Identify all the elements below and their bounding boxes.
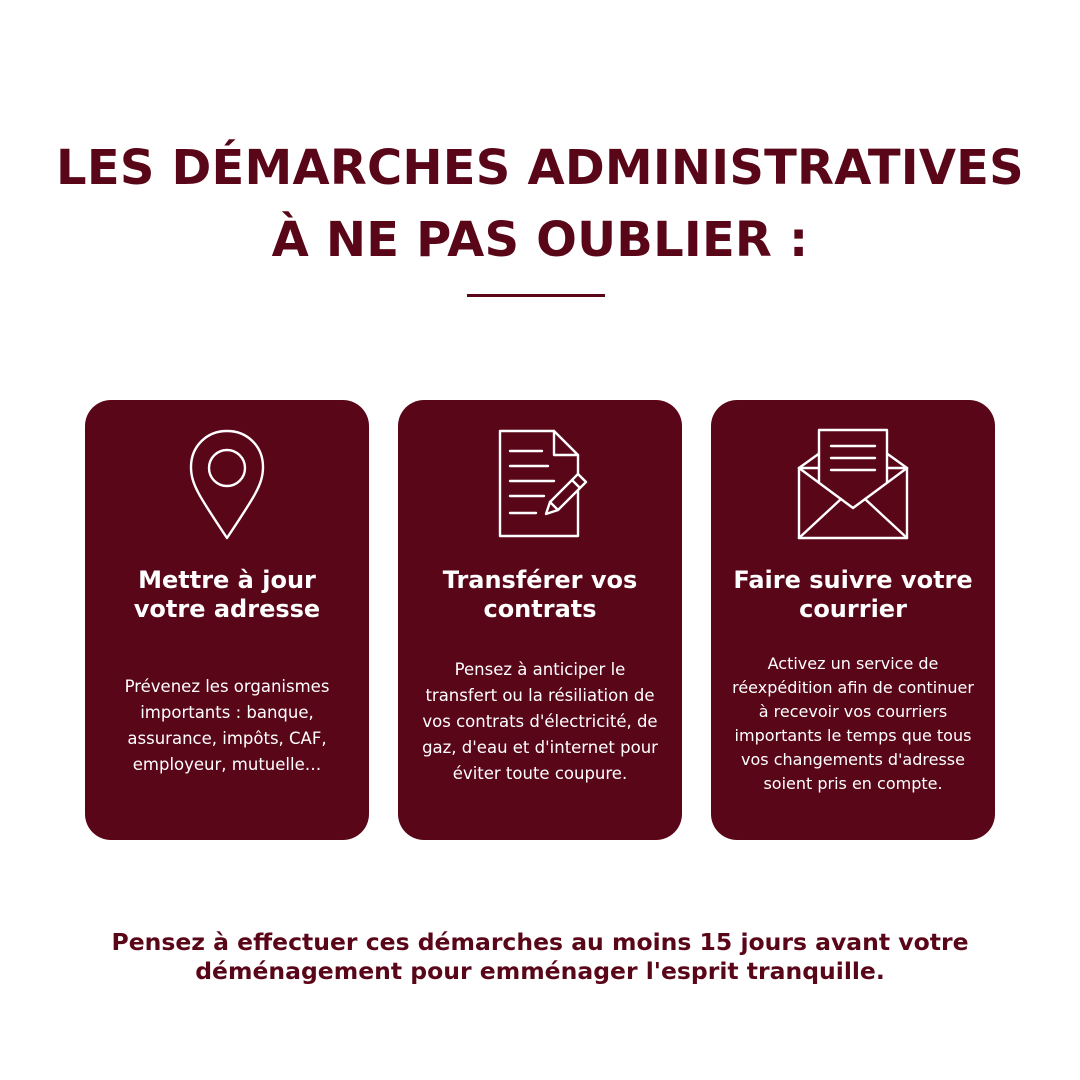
card-title — [95, 566, 359, 624]
card-description-line: éviter toute coupure. — [452, 764, 628, 783]
card-description-line: soient pris en compte. — [763, 774, 943, 793]
card-description — [404, 657, 676, 787]
card-update-address — [85, 400, 369, 840]
card-title-line: Transférer vos — [442, 566, 638, 594]
page-title-line-2: À NE PAS OUBLIER : — [271, 212, 809, 268]
card-description-line: gaz, d'eau et d'internet pour — [422, 738, 658, 757]
envelope-letter-icon — [711, 428, 995, 542]
card-description-line: à recevoir vos courriers — [758, 702, 948, 721]
card-description-line: Activez un service de — [767, 654, 939, 673]
card-description-line: réexpédition afin de continuer — [732, 678, 974, 697]
card-description-line: vos changements d'adresse — [741, 750, 965, 769]
card-transfer-contracts — [398, 400, 682, 840]
card-title-line: contrats — [483, 595, 597, 623]
card-title — [721, 566, 985, 624]
card-title-line: Faire suivre votre — [733, 566, 973, 594]
card-description — [717, 652, 989, 796]
document-pen-icon — [398, 428, 682, 542]
card-title-line: courrier — [799, 595, 907, 623]
card-title-line: votre adresse — [133, 595, 321, 623]
footer-note-line-1: Pensez à effectuer ces démarches au moins 15 jours avant votre — [111, 928, 969, 956]
title-divider — [467, 294, 605, 297]
map-pin-icon — [85, 428, 369, 542]
card-description-line: assurance, impôts, CAF, — [127, 729, 327, 748]
card-title-line: Mettre à jour — [138, 566, 316, 594]
card-description-line: vos contrats d'électricité, de — [422, 712, 658, 731]
card-description-line: importants : banque, — [140, 703, 314, 722]
card-description-line: transfert ou la résiliation de — [425, 686, 655, 705]
card-description-line: employeur, mutuelle… — [132, 755, 322, 774]
card-description-line: importants le temps que tous — [734, 726, 972, 745]
card-forward-mail — [711, 400, 995, 840]
page-title — [0, 132, 1080, 276]
card-description-line: Prévenez les organismes — [124, 677, 330, 696]
page-title-line-1: LES DÉMARCHES ADMINISTRATIVES — [56, 140, 1024, 196]
card-description-line: Pensez à anticiper le — [454, 660, 626, 679]
card-title — [408, 566, 672, 624]
card-description — [91, 674, 363, 778]
footer-note-line-2: déménagement pour emménager l'esprit tranquille. — [195, 957, 885, 985]
footer-note — [0, 928, 1080, 986]
